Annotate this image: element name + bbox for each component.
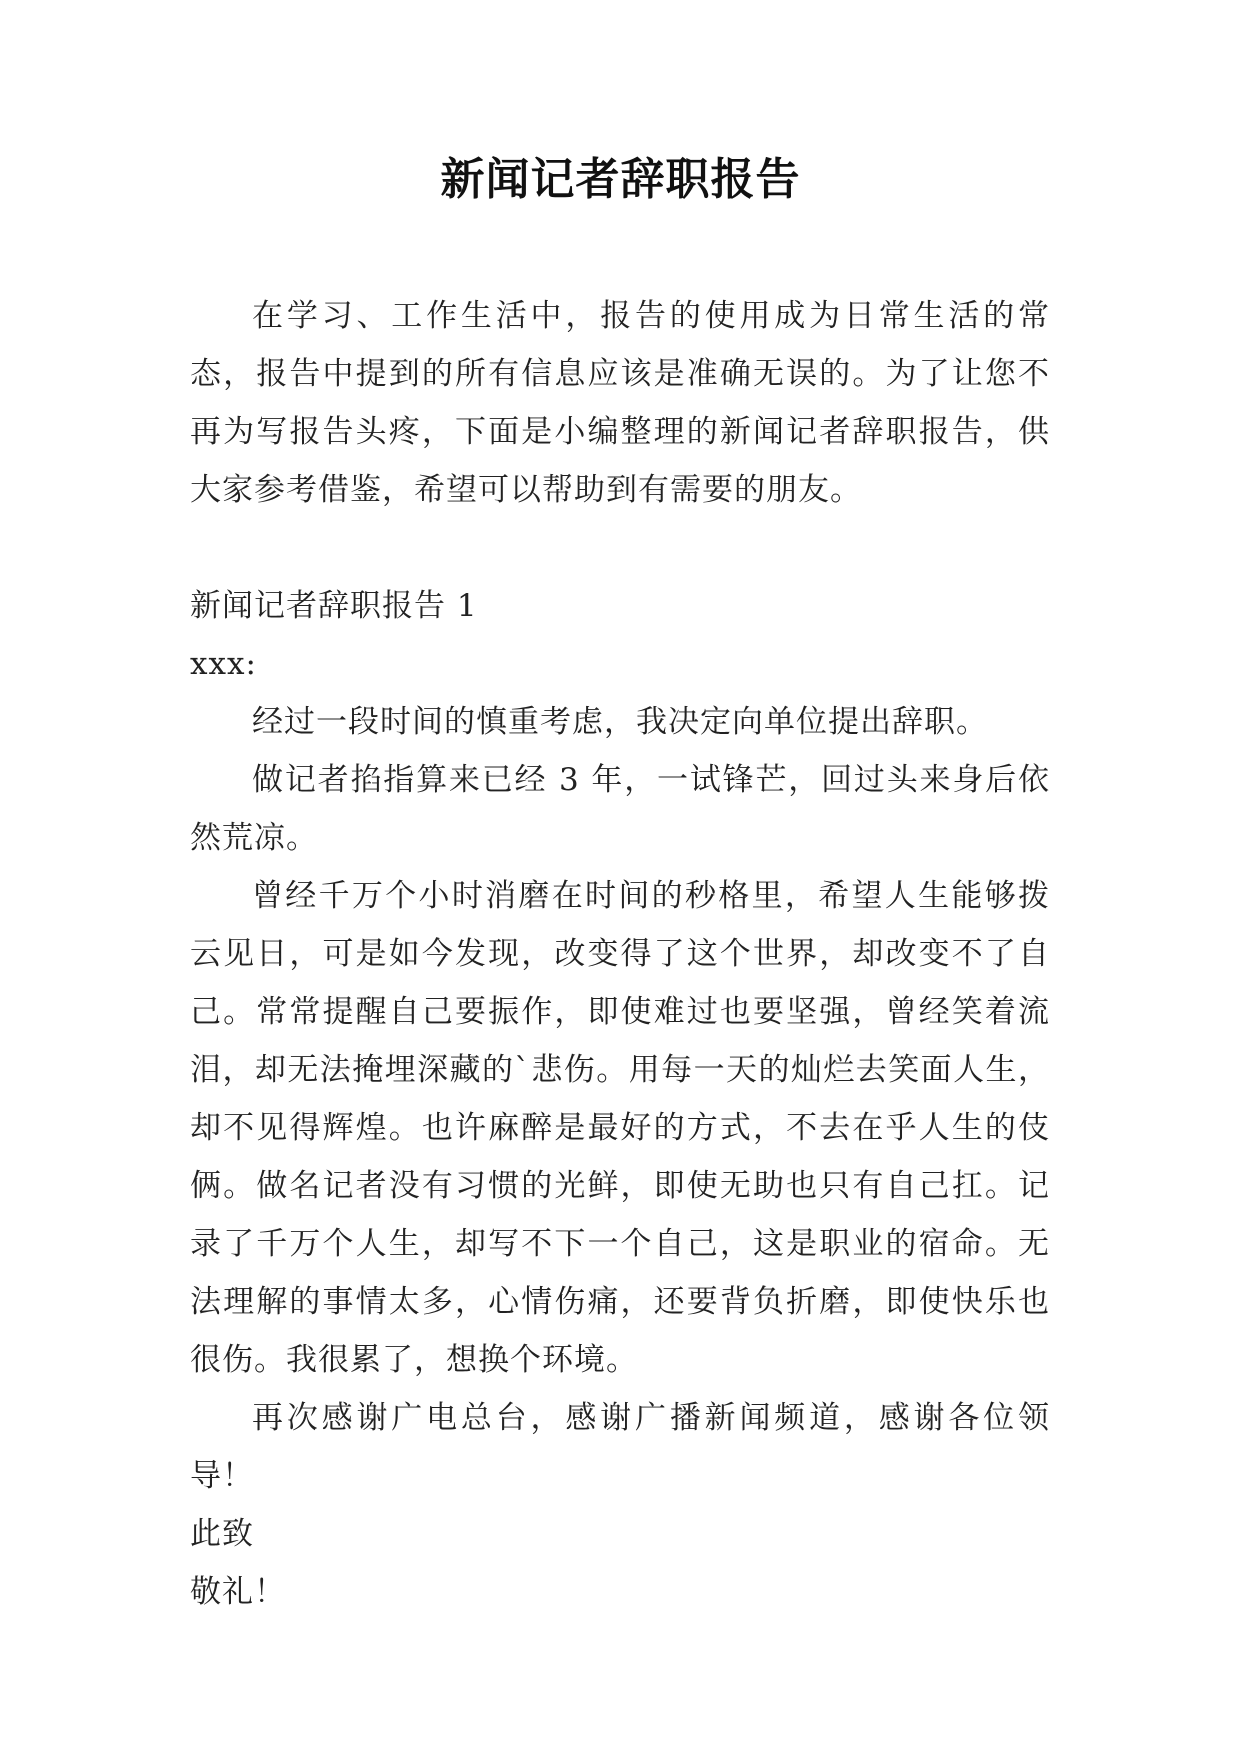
body-paragraph-1: 经过一段时间的慎重考虑，我决定向单位提出辞职。 bbox=[252, 704, 988, 740]
section-heading: 新闻记者辞职报告 1 bbox=[190, 588, 478, 624]
body-paragraph-2: 做记者掐指算来已经 3 年，一试锋芒，回过头来身后依然荒凉。 bbox=[190, 762, 1050, 856]
body-paragraph-4: 再次感谢广电总台，感谢广播新闻频道，感谢各位领导！ bbox=[190, 1400, 1050, 1494]
closing-line-2: 敬礼！ bbox=[190, 1574, 286, 1610]
paragraph-spacer bbox=[190, 519, 1050, 577]
document-body bbox=[190, 287, 1050, 1621]
salutation: xxx: bbox=[190, 646, 257, 682]
body-paragraph-3: 曾经千万个小时消磨在时间的秒格里，希望人生能够拨云见日，可是如今发现，改变得了这个世界，却改变不了自己。常常提醒自己要振作，即使难过也要坚强，曾经笑着流泪，却无法掩埋深藏的`悲伤。用每一天的灿烂去笑面人生，却不见得辉煌。也许麻醉是最好的方式，不去在乎人生的伎俩。做名记者没有习惯的光鲜，即使无助也只有自己扛。记录了千万个人生，却写不下一个自己，这是职业的宿命。无法理解的事情太多，心情伤痛，还要背负折磨，即使快乐也很伤。我很累了，想换个环境。 bbox=[190, 878, 1050, 1378]
document-title: 新闻记者辞职报告 bbox=[440, 154, 801, 205]
closing-line-1: 此致 bbox=[190, 1516, 254, 1552]
intro-paragraph: 在学习、工作生活中，报告的使用成为日常生活的常态，报告中提到的所有信息应该是准确无误的。为了让您不再为写报告头疼，下面是小编整理的新闻记者辞职报告，供大家参考借鉴，希望可以帮助到有需要的朋友。 bbox=[190, 298, 1050, 508]
